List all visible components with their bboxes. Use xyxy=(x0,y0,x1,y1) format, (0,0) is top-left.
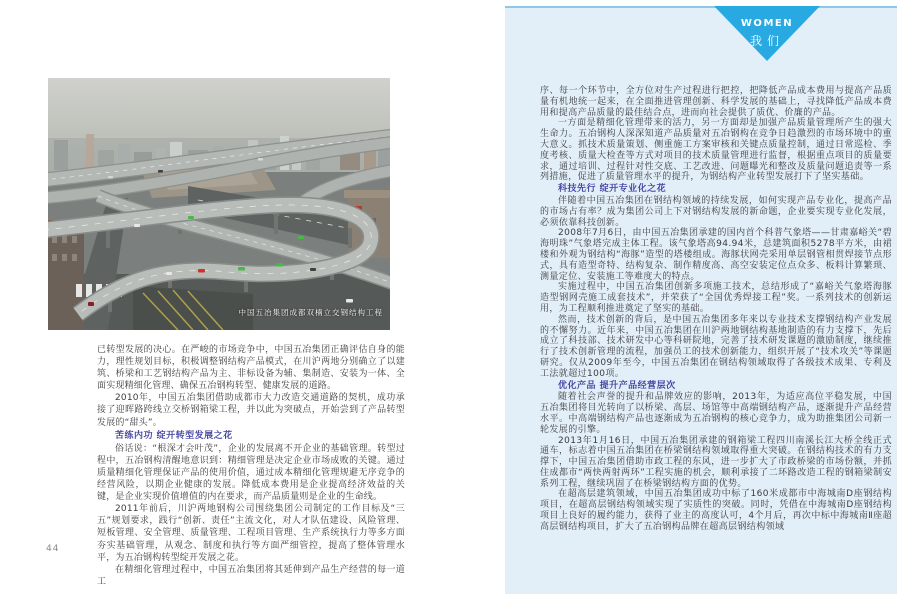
interchange-photo-art xyxy=(48,78,390,330)
body-paragraph: 伴随着中国五冶集团在钢结构领域的持续发展，如何实现产品专业化，提高产品的市场占有率？成为集团公司上下对钢结构发展的新命题，企业要实现专业化发展，必须依靠科技创新。 xyxy=(540,195,892,228)
women-logo-en: WOMEN xyxy=(740,18,794,29)
women-logo-zh: 我们 xyxy=(749,34,784,48)
left-text-column xyxy=(97,344,405,588)
body-paragraph: 2010年，中国五冶集团借助成都市大力改造交通道路的契机，成功承接了迎晖路跨线立交桥钢箱梁工程，并以此为突破点，开始尝到了产品转型发展的“甜头”。 xyxy=(97,393,405,428)
body-paragraph: 俗话说：“根深才会叶茂”，企业的发展离不开企业的基础管理。转型过程中，五冶钢构清醒地意识到：精细管理是决定企业市场成败的关键。通过质量精细化管理保证产品的使用价值，通过成本精细化管理规避无序竞争的经营风险，以期企业健康的发展。降低成本费用是企业提高经济效益的关键，是企业实现价值增值的内在要求，而产品质量则是企业的生命线。 xyxy=(97,443,405,503)
body-paragraph: 实施过程中，中国五冶集团创新多项施工技术，总结形成了“嘉峪关气象塔海豚造型钢网壳施工成套技术”，并荣获了“全国优秀焊接工程”奖。一系列技术的创新运用，为工程顺利推进奠定了坚实的基础。 xyxy=(540,282,892,314)
section-heading: 科技先行 绽开专业化之花 xyxy=(558,184,667,195)
body-paragraph: 2011年前后，川沪两地钢构公司围绕集团公司制定的工作目标及“三五”规划要求，践行“创新、责任”主流文化，对人才队伍建设、风险管理、短板管理、安全管理、质量管理、工程项目管理、生产系统执行力等多方面夯实基础管理，从观念、制度和执行等方面严细管控，提高了整体管理水平，为五冶钢构转型绽开发展之花。 xyxy=(97,504,405,563)
section-heading: 苦练内功 绽开转型发展之花 xyxy=(115,430,233,441)
body-paragraph: 2008年7月6日，由中国五冶集团承建的国内首个科普气象塔——甘肃嘉峪关“碧海明珠”气象塔完成主体工程。该气象塔高94.94米，总建筑面积5278平方米，由裙楼和外观为钢结构“海豚”造型的塔楼组成。海豚状网壳采用单层钢管相贯焊接节点形式，具有造型奇特、结构复杂、制作精度高、高空安装定位点众多、板料计算繁琐、测量定位、安装施工等难度大的特点。 xyxy=(540,228,892,282)
page-number: 44 xyxy=(46,544,60,554)
photo-caption: 中国五冶集团成都双楠立交钢结构工程 xyxy=(238,308,383,317)
interchange-photo xyxy=(48,78,390,330)
body-paragraph: 然而，技术创新的背后，是中国五冶集团多年来以专业技术支撑钢结构产业发展的不懈努力。近年来，中国五冶集团在川沪两地钢结构基地制造的有力支撑下，先后成立了科技部、技术研发中心等科研院地，完善了技术研发课题的激励制度，继续推行了技术创新管理的流程，加强员工的技术创新能力，组织开展了“技术攻关”等课题研究。仅从2009年至今，中国五冶集团在钢结构领域取得了各级技术成果、专利及工法就超过100项。 xyxy=(540,314,892,379)
body-paragraph: 在超高层建筑领域，中国五冶集团成功中标了160米成都市中海城南D座钢结构项目，在超高层钢结构领域实现了实质性的突破。同时，凭借在中海城南D座钢结构项目上良好的履约能力，获得了业主的高度认可，4个月后，再次中标中海城南Ⅱ座超高层钢结构项目，扩大了五冶钢构品牌在超高层钢结构领域 xyxy=(540,489,892,532)
body-paragraph: 随着社会声誉的提升和品牌效应的影响，2013年，为适应高位平稳发展，中国五冶集团将目光转向了以桥梁、高层、场馆等中高端钢结构产品，逐渐提升产品经营水平。中高端钢结构产品也逐渐成为五冶钢构的核心竞争力，成为助推集团公司新一轮发展的引擎。 xyxy=(540,392,892,435)
right-page xyxy=(505,6,897,594)
body-paragraph: 序、每一个环节中，全方位对生产过程进行把控，把降低产品成本费用与提高产品质量有机地统一起来，在全面推进管理创新、科学发展的基础上，寻找降低产品成本费用和提高产品质量的最佳结合点，进而向社会提供了质优、价廉的产品。 xyxy=(540,86,892,118)
body-paragraph: 已转型发展的决心。在严峻的市场竞争中，中国五冶集团正确评估自身的能力，理性规划目标，积极调整钢结构产品模式，在川沪两地分别确立了以建筑、桥梁和工艺钢结构产品为主、非标设备为辅、集制造、安装为一体、全面实现精细化管理、确保五冶钢构转型、健康发展的道路。 xyxy=(97,345,405,392)
section-heading: 优化产品 提升产品经营层次 xyxy=(558,380,676,391)
body-paragraph: 在精细化管理过程中，中国五冶集团将其延伸到产品生产经营的每一道工 xyxy=(97,564,405,587)
body-paragraph: 2013年1月16日，中国五冶集团承建的钢箱梁工程四川南溪长江大桥全线正式通车，标志着中国五冶集团在桥梁钢结构领域取得重大突破。在钢结构技术的有力支撑下，中国五冶集团借助市政工程的东风，进一步扩大了市政桥梁的市场份额，并抓住成都市“两快两射两环”工程实施的机会，顺利承接了二环路改造工程的钢箱梁制安系列工程，继续巩固了在桥梁钢结构方面的优势。 xyxy=(540,435,892,489)
right-text-column xyxy=(540,86,892,533)
body-paragraph: 一方面是精细化管理带来的活力，另一方面却是加强产品质量管理所产生的强大生命力。五冶钢构人深深知道产品质量对五冶钢构在竞争日趋激烈的市场环境中的重大意义。抓技术质量策划、侧重施工方案审核和关键点质量控制，通过日常巡检、季度考核、质量大检查等方式对项目的技术质量管理进行监督，根据重点项目的质量要求，通过培训、过程针对性交底、工艺改进、问题曝光和整改及质量问题追责等一系列措施，促进了质量管理水平的提升，为钢结构产业转型发展打下了坚实基础。 xyxy=(540,118,892,183)
